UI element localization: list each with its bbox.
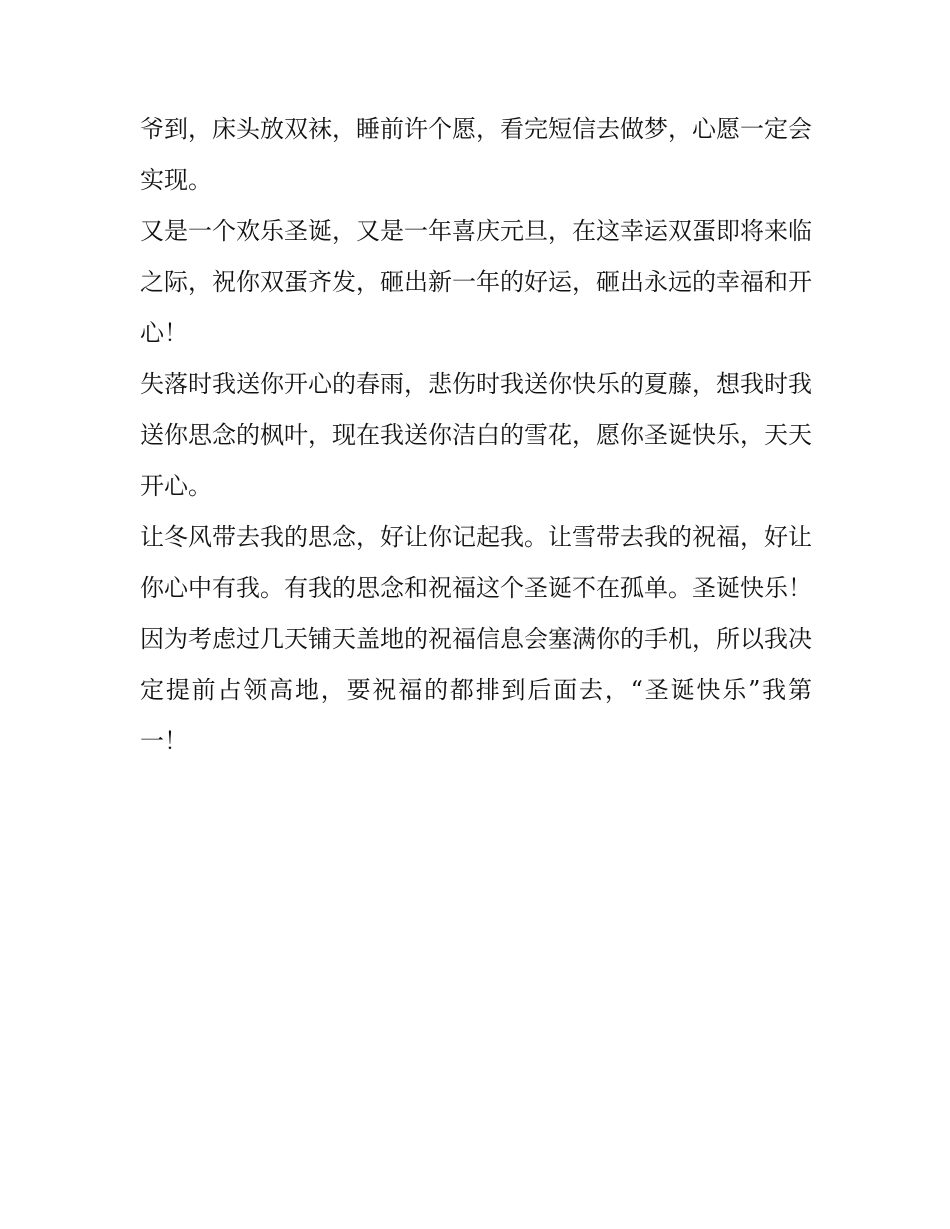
paragraph-4: 让冬风带去我的思念，好让你记起我。让雪带去我的祝福，好让你心中有我。有我的思念和祝福这个圣诞不在孤单。圣诞快乐！	[140, 523, 812, 602]
paragraph-5: 因为考虑过几天铺天盖地的祝福信息会塞满你的手机，所以我决定提前占领高地，要祝福的都排到后面去，“圣诞快乐”我第一！	[140, 625, 812, 755]
paragraph-2: 又是一个欢乐圣诞，又是一年喜庆元旦，在这幸运双蛋即将来临之际，祝你双蛋齐发，砸出新一年的好运，砸出永远的幸福和开心！	[140, 217, 812, 347]
document-body	[140, 104, 812, 767]
paragraph-1: 爷到，床头放双袜，睡前许个愿，看完短信去做梦，心愿一定会实现。	[140, 115, 812, 194]
paragraph-3: 失落时我送你开心的春雨，悲伤时我送你快乐的夏藤，想我时我送你思念的枫叶，现在我送你洁白的雪花，愿你圣诞快乐，天天开心。	[140, 370, 812, 500]
